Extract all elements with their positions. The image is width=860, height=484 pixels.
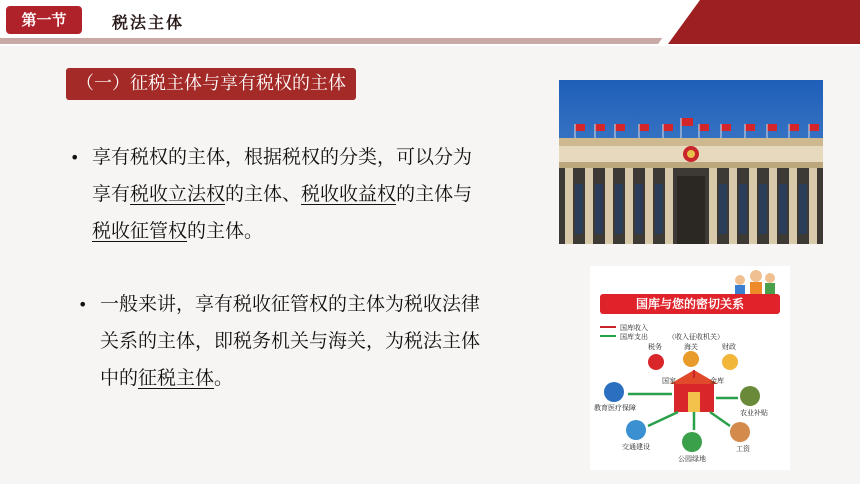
term-legislative-power: 税收立法权 <box>130 183 226 205</box>
collect-label: （收入征收机关） <box>668 333 724 341</box>
bullet1-line3 <box>92 213 472 250</box>
agri-label: 农业补贴 <box>740 409 768 417</box>
tax-label: 税务 <box>648 343 662 351</box>
traffic-label: 交通建设 <box>622 443 650 451</box>
section-tag: 第一节 <box>6 6 82 34</box>
term-revenue-power: 税收收益权 <box>301 183 397 205</box>
header-bar <box>0 0 860 46</box>
page-title: 税法主体 <box>112 13 185 32</box>
text: 的主体、 <box>225 183 302 205</box>
treasury-right-label: 金库 <box>710 377 724 385</box>
bullet1-line1: 享有税权的主体，根据税权的分类，可以分为 <box>92 146 473 168</box>
term-administration-power: 税收征管权 <box>92 220 188 242</box>
customs-label: 海关 <box>684 343 698 351</box>
subtitle-heading: （一）征税主体与享有税权的主体 <box>66 68 356 100</box>
bullet-taxing-rights <box>70 139 473 250</box>
bullet2-line2: 关系的主体，即税务机关与海关，为税法主体 <box>100 330 481 352</box>
text: 享有 <box>92 183 131 205</box>
bullet-tax-collector <box>78 286 481 397</box>
finance-label: 财政 <box>722 343 736 351</box>
great-hall-photo <box>559 80 823 244</box>
wage-label: 工资 <box>736 445 750 453</box>
park-label: 公园绿地 <box>678 455 706 463</box>
text: 。 <box>214 367 234 389</box>
bullet2-line3 <box>100 360 480 397</box>
text: 的主体。 <box>187 220 264 242</box>
infographic-title: 国库与您的密切关系 <box>600 294 780 314</box>
legend-income: 国库收入 <box>620 324 648 332</box>
text: 的主体与 <box>396 183 473 205</box>
bullet2-line1: 一般来讲，享有税收征管权的主体为税收法律 <box>100 293 481 315</box>
legend-expense: 国库支出 <box>620 333 648 341</box>
edu-label: 教育医疗保障 <box>594 404 636 412</box>
bullet-dot: • <box>78 295 88 314</box>
treasury-left-label: 国家 <box>662 377 676 385</box>
text: 中的 <box>100 367 139 389</box>
term-tax-collector: 征税主体 <box>138 367 215 389</box>
bullet-dot: • <box>70 148 80 167</box>
bullet1-line2 <box>92 176 472 213</box>
great-hall-illustration <box>559 80 823 244</box>
treasury-infographic <box>590 266 790 470</box>
